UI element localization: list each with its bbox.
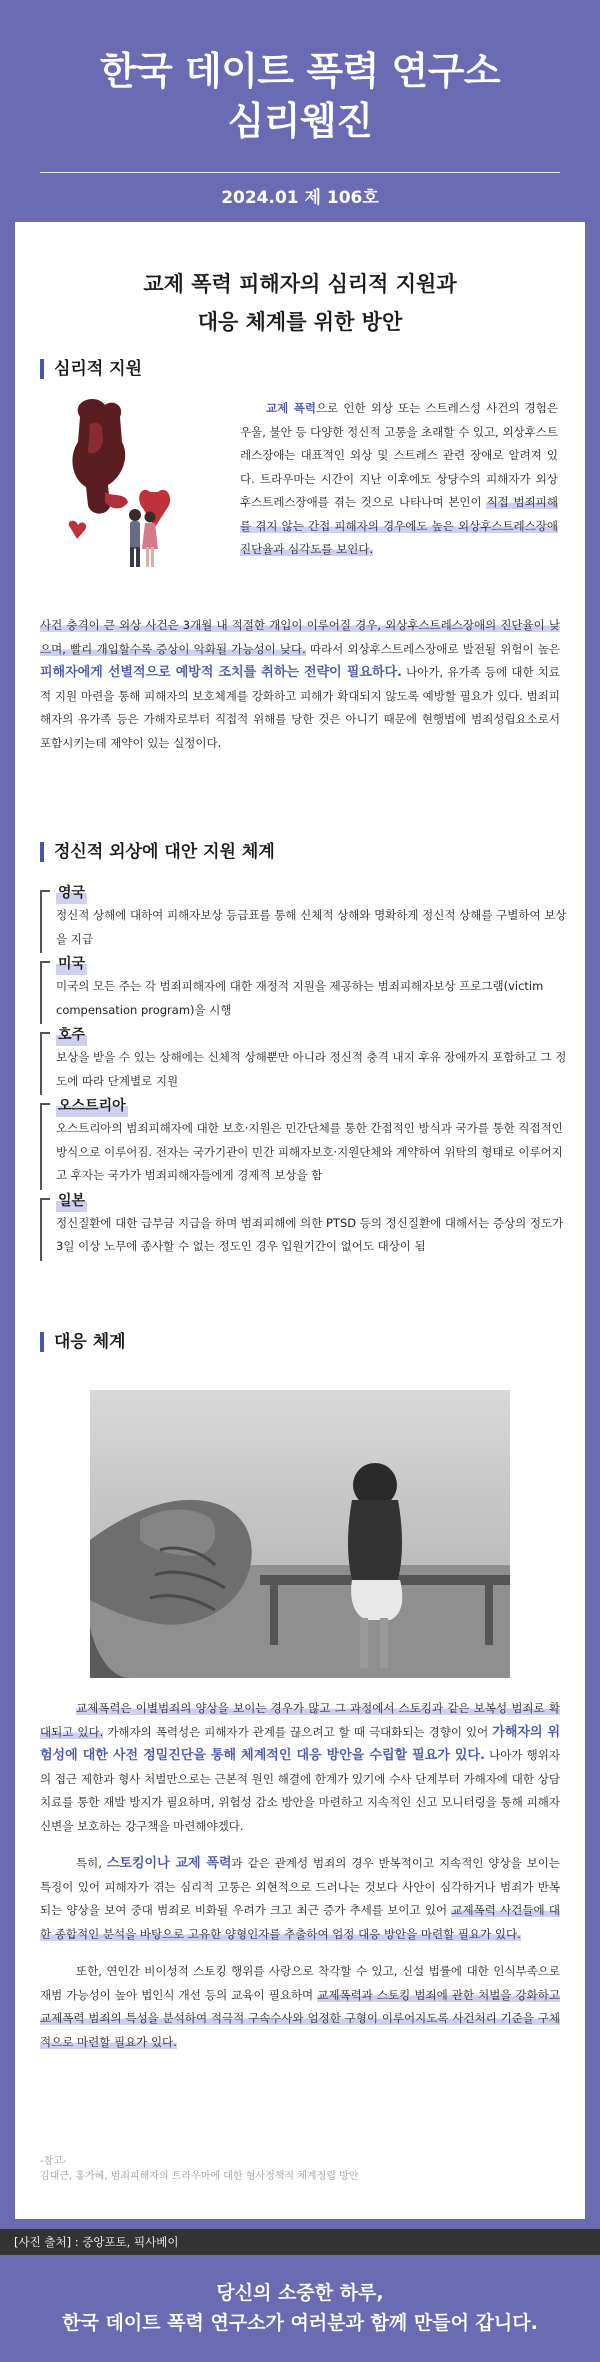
country-item-usa bbox=[40, 953, 570, 1022]
fist-and-woman-photo bbox=[90, 1390, 510, 1678]
country-description: 오스트리아의 범죄피해자에 대한 보호·지원은 민간단체를 통한 간접적인 방식과 국가를 통한 직접적인 방식으로 이루어짐. 전자는 국가기관이 민간 피해자보호·지원단체와 계약하여 위탁의 형태로 이루어지고 후자는 국가가 범죄피해자들에게 경제적 보상을 함 bbox=[56, 1121, 563, 1182]
webzine-title: 한국 데이트 폭력 연구소 심리웹진 bbox=[99, 49, 501, 143]
country-description: 미국의 모든 주는 각 범죄피해자에 대한 재정적 지원을 제공하는 범죄피해자보상 프로그램(victim compensation program)을 시행 bbox=[56, 979, 544, 1017]
country-item-uk bbox=[40, 882, 570, 951]
response-paragraph-3: 또한, 연인간 비이성적 스토킹 행위를 사랑으로 착각할 수 있고, 신설 법률에 대한 인식부족으로 재범 가능성이 높아 법인식 개선 등의 교육이 필요하며 교제폭력과 스토킹 범죄에 관한 처벌을 강화하고 교제폭력 범죄의 특성을 분석하여 적극적 구속수사와 엄정한 구형이 이루어지도록 사건처리 기준을 구체적으로 마련할 필요가 있다. bbox=[40, 1964, 560, 2049]
country-item-austria bbox=[40, 1095, 570, 1188]
section-heading-psychological-support: 심리적 지원 bbox=[40, 359, 142, 379]
country-description: 정신질환에 대한 급부금 지급을 하며 범죄피해에 의한 PTSD 등의 정신질환에 대해서는 증상의 정도가 3일 이상 노무에 종사할 수 없는 정도인 경우 입원기간이 없어도 대상이 됨 bbox=[56, 1215, 564, 1253]
section-heading-support-system: 정신적 외상에 대안 지원 체계 bbox=[40, 842, 275, 862]
photo-credit: [사진 출처] : 중앙포토, 픽사베이 bbox=[0, 2229, 600, 2255]
section-heading-response-system: 대응 체계 bbox=[40, 1332, 126, 1352]
violence-illustration bbox=[50, 397, 180, 572]
country-name: 호주 bbox=[56, 1024, 87, 1046]
country-name: 미국 bbox=[56, 953, 87, 975]
response-system-text bbox=[40, 1697, 560, 2068]
response-paragraph-1: 교제폭력은 이별범죄의 양상을 보이는 경우가 많고 그 과정에서 스토킹과 같은 보복성 범죄로 확대되고 있다. 가해자의 폭력성은 피해자가 관계를 끊으려고 할 때 극대화되는 경향이 있어 가해자의 위험성에 대한 사전 정밀진단을 통해 체계적인 대응 방안을 수립할 필요가 있다. 나아가 행위자의 접근 제한과 형사 처벌만으로는 근본적 원인 해결에 한계가 있기에 수사 단계부터 가해자에 대한 상담 치료를 통한 재발 방지가 필요하며, 위험성 감소 방안을 마련하고 지속적인 신고 모니터링을 통해 피해자 신변을 보호하는 강구책을 마련해야겠다. bbox=[40, 1701, 561, 1833]
reference: -참고- 김대근, 홍가혜, 범죄피해자의 트라우마에 대한 형사정책적 체계정립 방안 bbox=[40, 2156, 359, 2182]
country-item-australia bbox=[40, 1024, 570, 1093]
country-support-list bbox=[40, 882, 570, 1261]
country-item-japan bbox=[40, 1190, 570, 1259]
country-name: 오스트리아 bbox=[56, 1095, 128, 1117]
country-description: 정신적 상해에 대하여 피해자보상 등급표를 통해 신체적 상해와 명확하게 정신적 상해를 구별하여 보상을 지급 bbox=[56, 908, 567, 946]
issue-number: 2024.01 제 106호 bbox=[40, 172, 560, 208]
footer-message: 당신의 소중한 하루, 한국 데이트 폭력 연구소가 여러분과 함께 만들어 갑니다. bbox=[62, 2282, 538, 2334]
psychological-support-intro: 교제 폭력으로 인한 외상 또는 스트레스성 사건의 경험은 우울, 불안 등 다양한 정신적 고통을 초래할 수 있고, 외상후스트레스장애는 대표적인 외상 및 스트레스 관련 장애로 알려져 있다. 트라우마는 시간이 지난 이후에도 상당수의 피해자가 외상후스트레스장애를 겪는 것으로 나타나며 본인이 직접 범죄피해를 겪지 않는 간접 피해자의 경우에도 높은 외상후스트레스장애 진단율과 심각도를 보인다. bbox=[240, 401, 558, 556]
response-paragraph-2: 특히, 스토킹이나 교제 폭력과 같은 관계성 범죄의 경우 반복적이고 지속적인 양상을 보이는 특징이 있어 피해자가 겪는 심리적 고통은 외현적으로 드러나는 것보다 사안이 심각하거나 범죄가 반복되는 양상을 보여 중대 범죄로 비화될 우려가 크고 최근 증가 추세를 보이고 있어 교제폭력 사건들에 대한 종합적인 분석을 바탕으로 고유한 양형인자를 추출하여 엄정 대응 방안을 마련할 필요가 있다. bbox=[40, 1856, 561, 1941]
country-description: 보상을 받을 수 있는 상해에는 신체적 상해뿐만 아니라 정신적 충격 내지 후유 장애까지 포함하고 그 정도에 따라 단계별로 지원 bbox=[56, 1050, 567, 1088]
country-name: 영국 bbox=[56, 882, 87, 904]
article-card bbox=[15, 222, 585, 2219]
psychological-support-detail: 사건 충격이 큰 외상 사건은 3개월 내 적절한 개입이 이루어질 경우, 외상후스트레스장애의 진단율이 낮으며, 빨리 개입할수록 증상이 악화될 가능성이 낮다. 따라서 외상후스트레스장애로 발전될 위험이 높은 피해자에게 선별적으로 예방적 조치를 취하는 전략이 필요하다. 나아가, 유가족 등에 대한 치료적 지원 마련을 통해 피해자의 보호체계를 강화하고 피해가 확대되지 않도록 예방할 필요가 있다. 범죄피해자의 유가족 등은 가해자로부터 직접적 위해를 당한 것은 아니기 때문에 현행법에 범죄성립요소로서 포함시키는데 제약이 있는 실정이다. bbox=[40, 618, 560, 750]
country-name: 일본 bbox=[56, 1190, 87, 1212]
article-title: 교제 폭력 피해자의 심리적 지원과 대응 체계를 위한 방안 bbox=[143, 272, 457, 334]
header bbox=[0, 0, 600, 215]
